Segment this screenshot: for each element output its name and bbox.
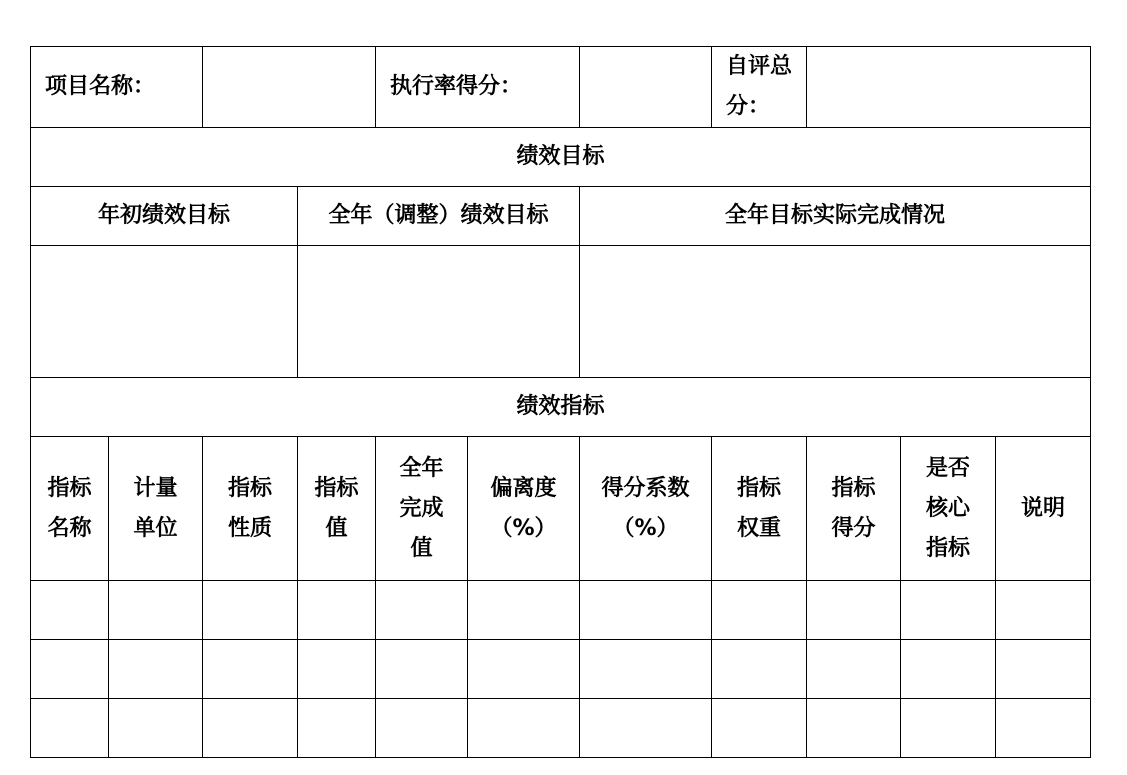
cell-annual-completion-value[interactable] — [376, 699, 468, 758]
cell-indicator-weight[interactable] — [712, 640, 807, 699]
exec-rate-score-label: 执行率得分： — [376, 47, 580, 128]
cell-indicator-weight[interactable] — [712, 699, 807, 758]
col-header-line: 名称 — [47, 515, 92, 541]
goals-section-title: 绩效目标 — [31, 128, 1091, 187]
col-header-indicator-nature — [203, 437, 298, 581]
cell-indicator-nature[interactable] — [203, 699, 298, 758]
col-header-line: 指标 — [737, 475, 782, 501]
initial-goal-header: 年初绩效目标 — [31, 187, 298, 246]
header-row — [31, 47, 1091, 128]
col-header-line: 得分 — [831, 515, 876, 541]
cell-score-coefficient[interactable] — [580, 640, 712, 699]
actual-completion-header: 全年目标实际完成情况 — [580, 187, 1091, 246]
col-header-line: 指标 — [926, 535, 971, 561]
cell-indicator-value[interactable] — [298, 581, 376, 640]
cell-indicator-score[interactable] — [807, 581, 901, 640]
cell-indicator-name[interactable] — [31, 581, 109, 640]
table-row — [31, 699, 1091, 758]
performance-evaluation-table — [30, 46, 1091, 758]
table-row — [31, 581, 1091, 640]
cell-indicator-score[interactable] — [807, 699, 901, 758]
col-header-indicator-name — [31, 437, 109, 581]
cell-is-core-indicator[interactable] — [901, 699, 996, 758]
cell-is-core-indicator[interactable] — [901, 640, 996, 699]
cell-indicator-value[interactable] — [298, 699, 376, 758]
col-header-line: 值 — [410, 535, 433, 561]
indicators-section-title: 绩效指标 — [31, 378, 1091, 437]
col-header-score-coefficient — [580, 437, 712, 581]
self-eval-total-label: 自评总分： — [712, 47, 807, 128]
col-header-indicator-score — [807, 437, 901, 581]
col-header-line: 核心 — [926, 495, 971, 521]
col-header-line: 指标 — [228, 475, 273, 501]
col-header-line: 指标 — [314, 475, 359, 501]
col-header-line: 指标 — [47, 475, 92, 501]
cell-deviation[interactable] — [468, 581, 580, 640]
col-header-line: 是否 — [926, 455, 971, 481]
col-header-annual-completion-value — [376, 437, 468, 581]
cell-score-coefficient[interactable] — [580, 699, 712, 758]
col-header-line: 指标 — [831, 475, 876, 501]
cell-score-coefficient[interactable] — [580, 581, 712, 640]
col-header-line: （%） — [490, 515, 557, 541]
goals-header-row — [31, 187, 1091, 246]
col-header-line: 计量 — [133, 475, 178, 501]
col-header-is-core-indicator — [901, 437, 996, 581]
cell-deviation[interactable] — [468, 640, 580, 699]
cell-unit[interactable] — [109, 581, 203, 640]
actual-completion-cell[interactable] — [580, 246, 1091, 378]
cell-deviation[interactable] — [468, 699, 580, 758]
indicator-column-headers — [31, 437, 1091, 581]
cell-indicator-score[interactable] — [807, 640, 901, 699]
cell-unit[interactable] — [109, 699, 203, 758]
adjusted-goal-cell[interactable] — [298, 246, 580, 378]
col-header-line: 单位 — [133, 515, 178, 541]
cell-remarks[interactable] — [996, 699, 1091, 758]
cell-indicator-value[interactable] — [298, 640, 376, 699]
self-eval-total-field[interactable] — [807, 47, 1091, 128]
col-header-line: （%） — [612, 515, 679, 541]
cell-remarks[interactable] — [996, 581, 1091, 640]
project-name-field[interactable] — [203, 47, 376, 128]
cell-remarks[interactable] — [996, 640, 1091, 699]
col-header-line: 值 — [325, 515, 348, 541]
col-header-line: 完成 — [399, 495, 444, 521]
cell-indicator-name[interactable] — [31, 699, 109, 758]
col-header-unit — [109, 437, 203, 581]
cell-annual-completion-value[interactable] — [376, 640, 468, 699]
cell-is-core-indicator[interactable] — [901, 581, 996, 640]
col-header-line: 权重 — [737, 515, 782, 541]
col-header-deviation — [468, 437, 580, 581]
cell-indicator-nature[interactable] — [203, 640, 298, 699]
table-row — [31, 640, 1091, 699]
col-header-remarks — [996, 437, 1091, 581]
initial-goal-cell[interactable] — [31, 246, 298, 378]
exec-rate-score-field[interactable] — [580, 47, 712, 128]
col-header-indicator-weight — [712, 437, 807, 581]
col-header-indicator-value — [298, 437, 376, 581]
cell-indicator-nature[interactable] — [203, 581, 298, 640]
project-name-label: 项目名称： — [31, 47, 203, 128]
col-header-line: 偏离度 — [490, 475, 557, 501]
col-header-line: 性质 — [228, 515, 273, 541]
adjusted-goal-header: 全年（调整）绩效目标 — [298, 187, 580, 246]
goals-content-row — [31, 246, 1091, 378]
cell-annual-completion-value[interactable] — [376, 581, 468, 640]
col-header-line: 全年 — [399, 455, 444, 481]
cell-unit[interactable] — [109, 640, 203, 699]
col-header-line: 说明 — [1021, 495, 1066, 521]
col-header-line: 得分系数 — [601, 475, 690, 501]
cell-indicator-name[interactable] — [31, 640, 109, 699]
cell-indicator-weight[interactable] — [712, 581, 807, 640]
